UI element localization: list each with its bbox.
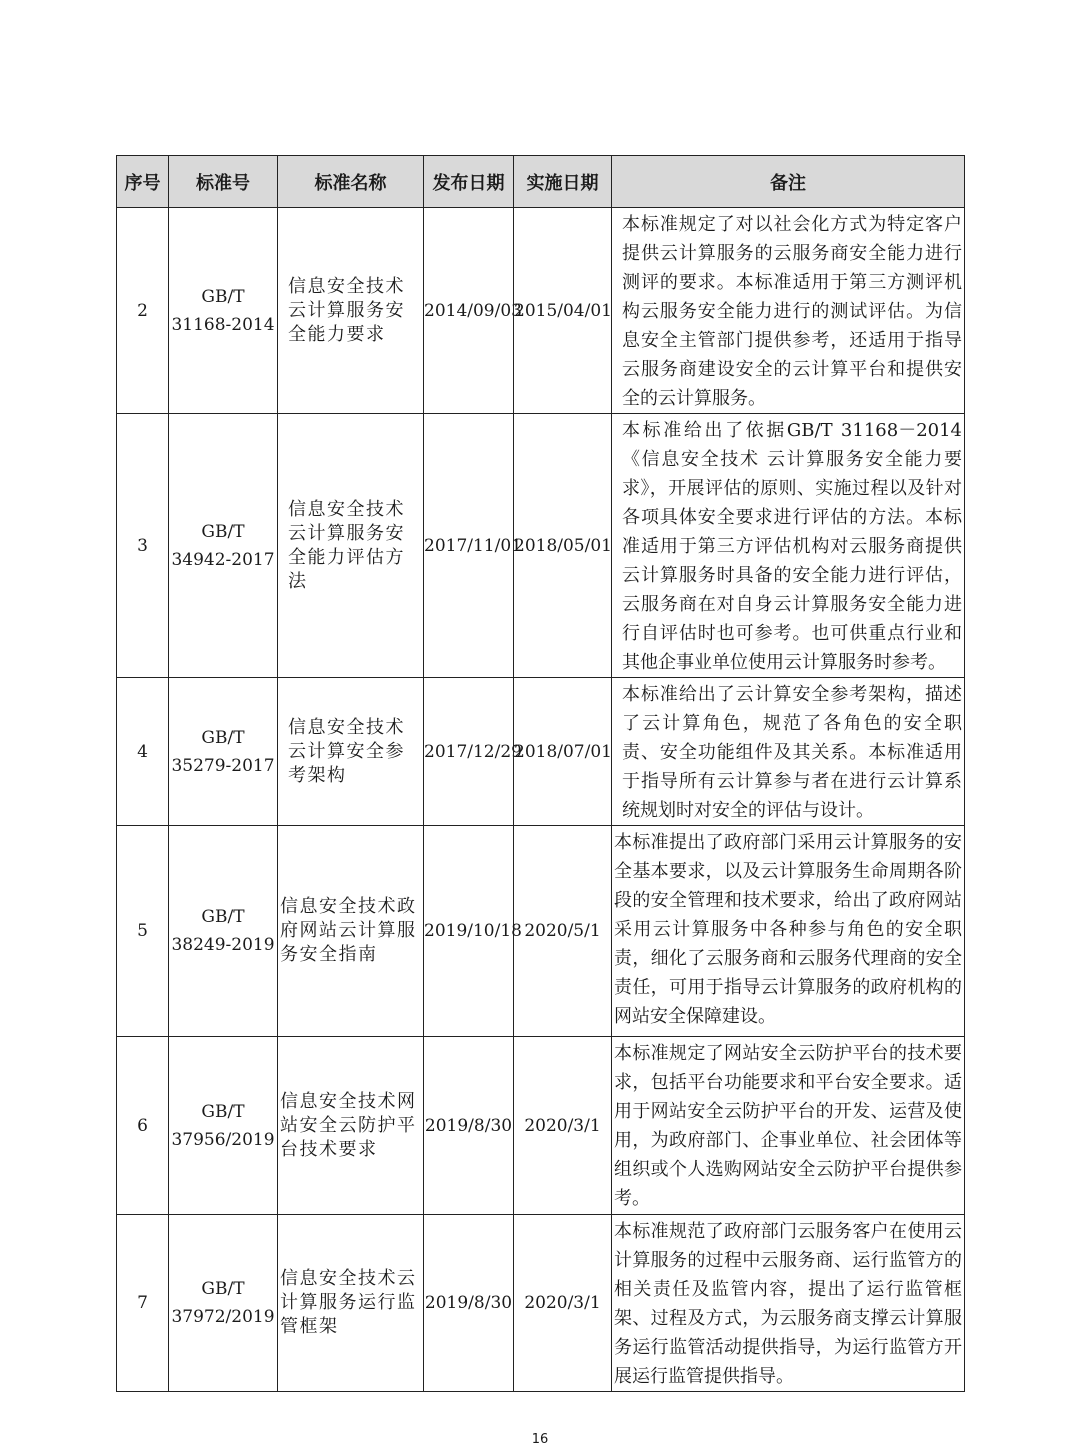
table-row bbox=[117, 414, 965, 678]
table-header-row bbox=[117, 156, 965, 208]
table-row bbox=[117, 1215, 965, 1392]
row-published: 2017/11/01 bbox=[424, 414, 514, 678]
row-name-text: 信息安全技术云计算服务安全能力要求 bbox=[288, 275, 405, 345]
row-effective: 2020/3/1 bbox=[514, 1037, 612, 1215]
standards-table bbox=[116, 155, 965, 1392]
header-no: 序号 bbox=[117, 156, 169, 208]
row-effective: 2020/5/1 bbox=[514, 826, 612, 1037]
row-no: 7 bbox=[117, 1215, 169, 1392]
row-note: 本标准给出了云计算安全参考架构，描述了云计算角色，规范了各角色的安全职责、安全功能组件及其关系。本标准适用于指导所有云计算参与者在进行云计算系统规划时对安全的评估与设计。 bbox=[612, 678, 965, 826]
table-row bbox=[117, 208, 965, 414]
row-note: 本标准给出了依据GB/T 31168－2014《信息安全技术 云计算服务安全能力要求》，开展评估的原则、实施过程以及针对各项具体安全要求进行评估的方法。本标准适用于第三方评估机构对云服务商提供云计算服务时具备的安全能力进行评估，云服务商在对自身云计算服务安全能力进行自评估时也可参考。也可供重点行业和其他企事业单位使用云计算服务时参考。 bbox=[612, 414, 965, 678]
row-published: 2019/8/30 bbox=[424, 1215, 514, 1392]
header-published: 发布日期 bbox=[424, 156, 514, 208]
row-name bbox=[278, 414, 424, 678]
row-name-text: 信息安全技术云计算服务运行监管框架 bbox=[280, 1268, 417, 1337]
row-no: 4 bbox=[117, 678, 169, 826]
row-name-text: 信息安全技术网站安全云防护平台技术要求 bbox=[280, 1090, 417, 1160]
row-code: GB/T 38249-2019 bbox=[169, 826, 278, 1037]
header-note: 备注 bbox=[612, 156, 965, 208]
row-published: 2019/10/18 bbox=[424, 826, 514, 1037]
row-note: 本标准规范了政府部门云服务客户在使用云计算服务的过程中云服务商、运行监管方的相关责任及监管内容，提出了运行监管框架、过程及方式，为云服务商支撑云计算服务运行监管活动提供指导，为运行监管方开展运行监管提供指导。 bbox=[612, 1215, 965, 1392]
row-name bbox=[278, 678, 424, 826]
header-code: 标准号 bbox=[169, 156, 278, 208]
row-name bbox=[278, 1215, 424, 1392]
row-code: GB/T 34942-2017 bbox=[169, 414, 278, 678]
table-row bbox=[117, 678, 965, 826]
row-code: GB/T 37956/2019 bbox=[169, 1037, 278, 1215]
row-name bbox=[278, 208, 424, 414]
row-no: 5 bbox=[117, 826, 169, 1037]
row-note: 本标准规定了网站安全云防护平台的技术要求，包括平台功能要求和平台安全要求。适用于网站安全云防护平台的开发、运营及使用，为政府部门、企事业单位、社会团体等组织或个人选购网站安全云防护平台提供参考。 bbox=[612, 1037, 965, 1215]
row-no: 2 bbox=[117, 208, 169, 414]
row-no: 6 bbox=[117, 1037, 169, 1215]
row-name bbox=[278, 826, 424, 1037]
row-name bbox=[278, 1037, 424, 1215]
row-code: GB/T 35279-2017 bbox=[169, 678, 278, 826]
page-number: 16 bbox=[531, 1432, 549, 1447]
row-name-text: 信息安全技术云计算安全参考架构 bbox=[288, 716, 405, 786]
row-effective: 2015/04/01 bbox=[514, 208, 612, 414]
row-effective: 2018/07/01 bbox=[514, 678, 612, 826]
table-row bbox=[117, 826, 965, 1037]
row-name-text: 信息安全技术云计算服务安全能力评估方法 bbox=[288, 498, 405, 592]
row-note: 本标准规定了对以社会化方式为特定客户提供云计算服务的云服务商安全能力进行测评的要求。本标准适用于第三方测评机构云服务安全能力进行的测试评估。为信息安全主管部门提供参考，还适用于指导云服务商建设安全的云计算平台和提供安全的云计算服务。 bbox=[612, 208, 965, 414]
table-row bbox=[117, 1037, 965, 1215]
row-published: 2019/8/30 bbox=[424, 1037, 514, 1215]
row-published: 2017/12/29 bbox=[424, 678, 514, 826]
row-effective: 2020/3/1 bbox=[514, 1215, 612, 1392]
row-effective: 2018/05/01 bbox=[514, 414, 612, 678]
row-name-text: 信息安全技术政府网站云计算服务安全指南 bbox=[280, 896, 417, 965]
row-code: GB/T 37972/2019 bbox=[169, 1215, 278, 1392]
header-name: 标准名称 bbox=[278, 156, 424, 208]
row-code: GB/T 31168-2014 bbox=[169, 208, 278, 414]
row-no: 3 bbox=[117, 414, 169, 678]
row-published: 2014/09/03 bbox=[424, 208, 514, 414]
header-effective: 实施日期 bbox=[514, 156, 612, 208]
row-note: 本标准提出了政府部门采用云计算服务的安全基本要求，以及云计算服务生命周期各阶段的安全管理和技术要求，给出了政府网站采用云计算服务中各种参与角色的安全职责，细化了云服务商和云服务代理商的安全责任，可用于指导云计算服务的政府机构的网站安全保障建设。 bbox=[612, 826, 965, 1037]
